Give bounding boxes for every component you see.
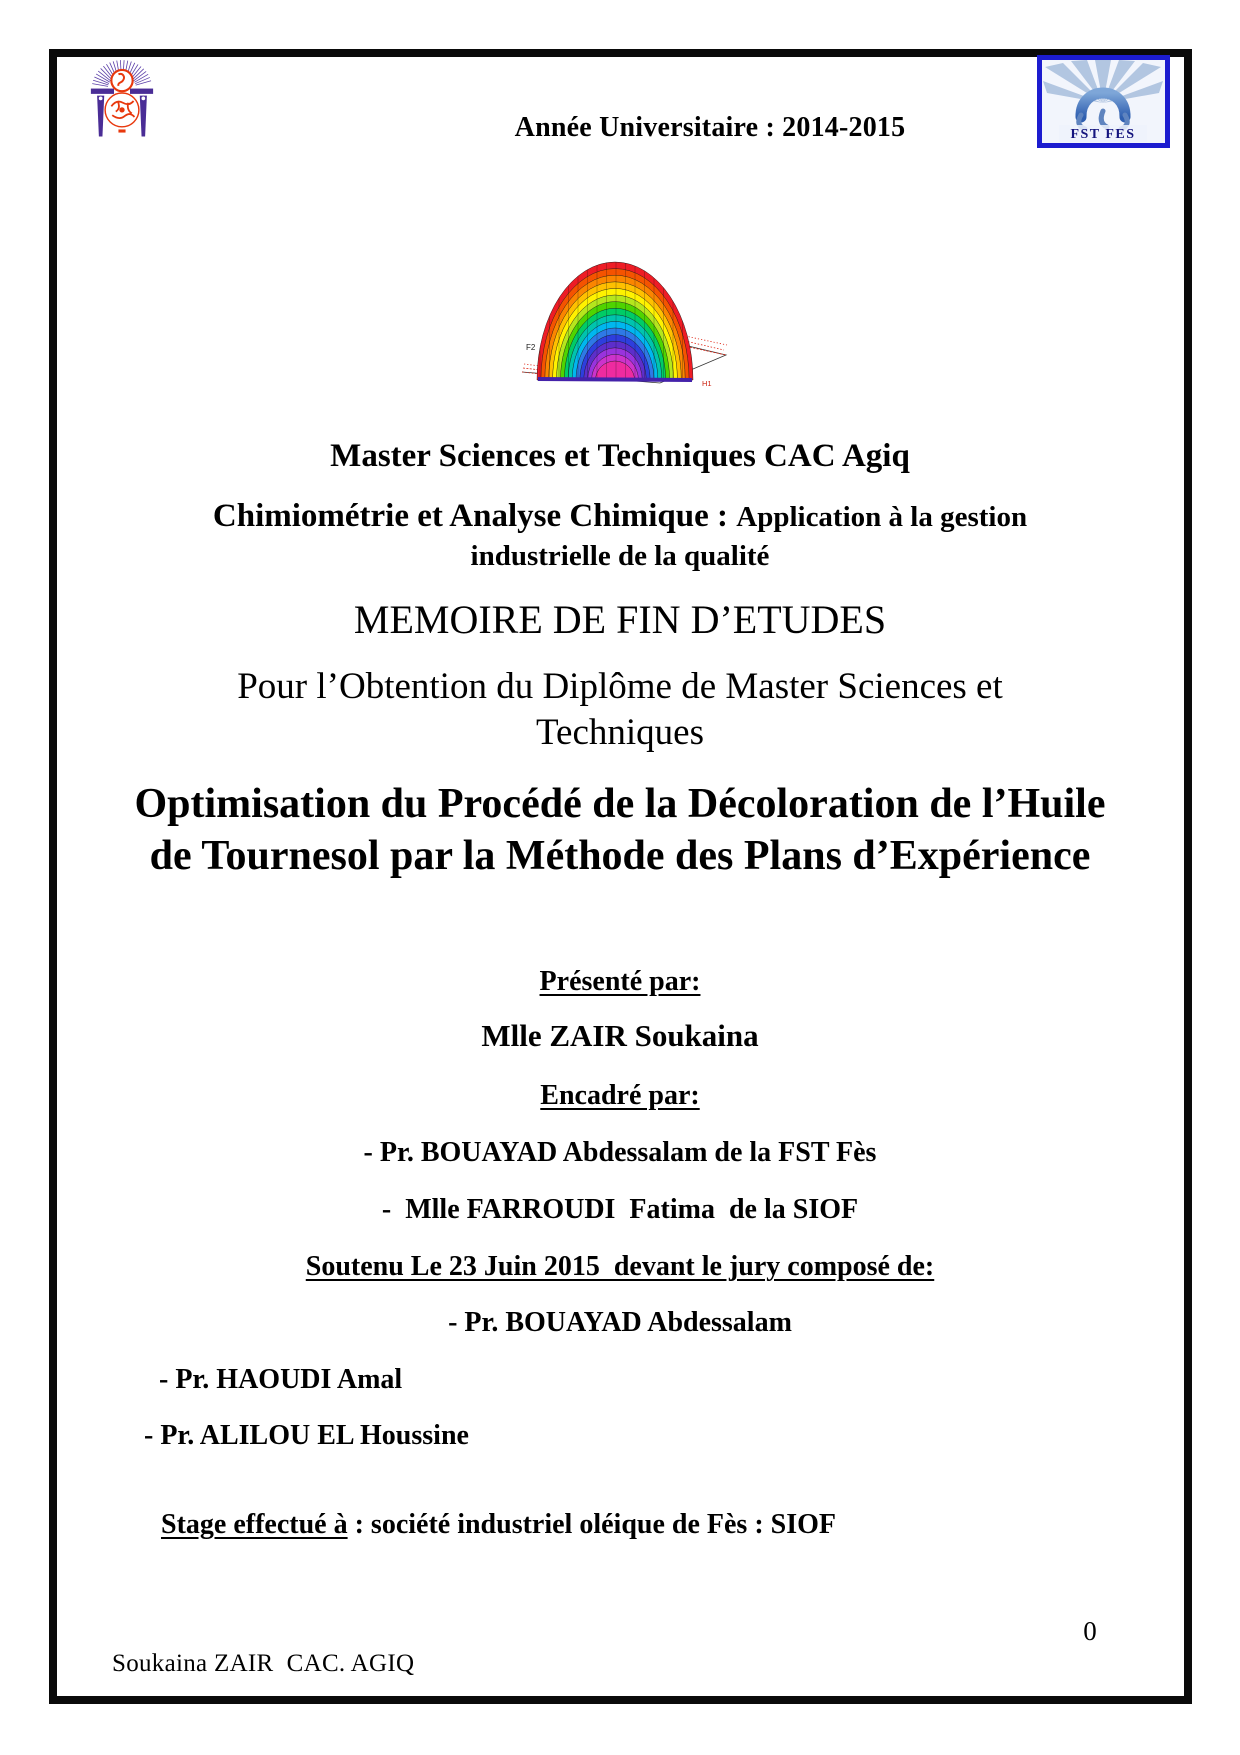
academic-year: Année Universitaire : 2014-2015 xyxy=(514,112,906,143)
memoire-heading: MEMOIRE DE FIN D’ETUDES xyxy=(353,597,887,642)
jury-member-3: - Pr. ALILOU EL Houssine xyxy=(144,1420,469,1451)
specialty-main: Chimiométrie et Analyse Chimique : xyxy=(212,498,737,534)
page-number: 0 xyxy=(1083,1616,1097,1646)
internship-place: : société industriel oléique de Fès : SIOF xyxy=(347,1509,836,1540)
emblem-torch-left xyxy=(97,96,104,137)
supervised-by-label: Encadré par: xyxy=(540,1080,700,1111)
program-title: Master Sciences et Techniques CAC Agiq xyxy=(330,438,910,474)
author-name: Mlle ZAIR Soukaina xyxy=(481,1018,759,1053)
thesis-title: Optimisation du Procédé de la Décoloration de l’Huile de Tournesol par la Méthode des Plans d’Expérience xyxy=(134,781,1106,879)
emblem-banner xyxy=(118,129,125,132)
footer-author: Soukaina ZAIR CAC. AGIQ xyxy=(112,1650,415,1677)
emblem-lintel-left xyxy=(91,89,114,94)
internship-label: Stage effectué à xyxy=(161,1509,348,1540)
response-surface-plot xyxy=(520,223,732,393)
university-logo xyxy=(82,55,162,147)
presented-by-label: Présenté par: xyxy=(539,966,701,997)
plot-z-axis-label: F2 xyxy=(526,343,536,352)
plot-x-axis-label: H1 xyxy=(702,379,712,388)
supervisor-1: - Pr. BOUAYAD Abdessalam de la FST Fès xyxy=(363,1137,877,1168)
emblem-lintel-right xyxy=(130,89,153,94)
emblem-torch-right xyxy=(140,96,147,137)
specialty-sub1: Application à la gestion xyxy=(736,501,1028,533)
supervisor-2: - Mlle FARROUDI Fatima de la SIOF xyxy=(381,1194,859,1225)
jury-member-2: - Pr. HAOUDI Amal xyxy=(152,1364,403,1395)
diploma-subtitle: Pour l’Obtention du Diplôme de Master Sciences et Techniques xyxy=(237,666,1003,753)
specialty-title xyxy=(0,497,1240,576)
fst-logo-label: FST FES xyxy=(1070,127,1136,142)
specialty-sub2: industrielle de la qualité xyxy=(470,540,770,572)
plot-surface-dome xyxy=(537,262,693,380)
jury-member-1: - Pr. BOUAYAD Abdessalam xyxy=(448,1307,792,1338)
internship-line xyxy=(133,1477,836,1573)
plot-base-strip xyxy=(538,379,692,380)
defense-line: Soutenu Le 23 Juin 2015 devant le jury composé de: xyxy=(305,1251,935,1282)
